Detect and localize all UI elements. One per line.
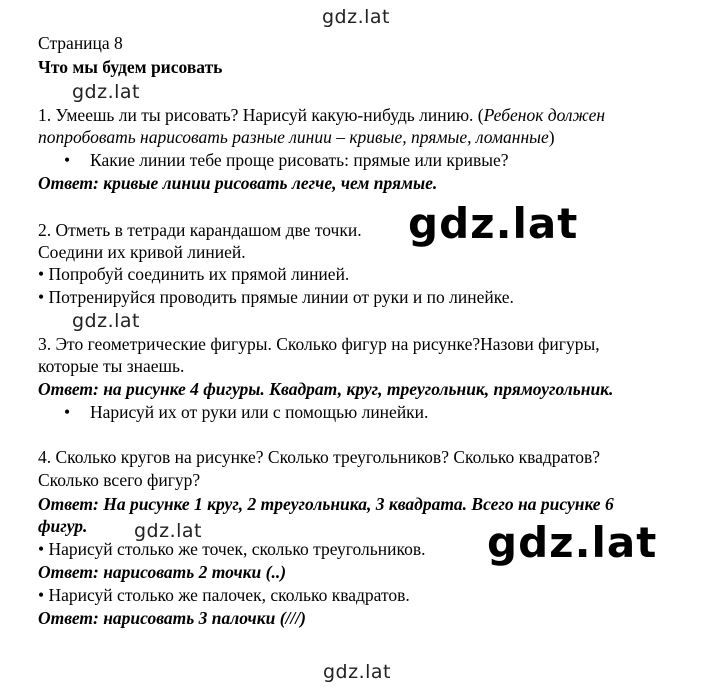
q1-italic-a: Ребенок должен [483,105,606,125]
q4-bullet-2: • Нарисуй столько же палочек, сколько квадратов. [38,585,410,605]
q1-close: ) [548,127,555,147]
q3-line-1: 3. Это геометрические фигуры. Сколько фигур на рисунке?Назови фигуры, [38,334,600,354]
q1-line-2 [38,126,555,148]
watermark-big-2: gdz.lat [487,518,658,567]
q4-line-2: Сколько всего фигур? [38,470,201,490]
watermark-2: gdz.lat [72,310,141,332]
q4-answer-b: фигур. [38,516,88,536]
q4-answer-3: Ответ: нарисовать 3 палочки (///) [38,608,306,628]
q1-bullet: Какие линии тебе проще рисовать: прямые или кривые? [90,150,509,170]
q1-italic-b: попробовать нарисовать разные линии – кривые, прямые, ломанные [38,127,549,147]
q3-answer: Ответ: на рисунке 4 фигуры. Квадрат, круг, треугольник, прямоугольник. [38,379,614,399]
q2-line-2: Соедини их кривой линией. [38,242,246,262]
q4-answer-2: Ответ: нарисовать 2 точки (..) [38,562,287,582]
page-number: Страница 8 [38,33,123,53]
q1-text: 1. Умеешь ли ты рисовать? Нарисуй какую-нибудь линию. ( [38,105,484,125]
q3-line-2: которые ты знаешь. [38,356,185,376]
bullet-dot: • [64,150,71,170]
q4-answer-a: Ответ: На рисунке 1 круг, 2 треугольника, 3 квадрата. Всего на рисунке 6 [38,494,614,514]
watermark-1: gdz.lat [72,81,141,103]
q1-line-1 [38,104,605,126]
watermark-bottom: gdz.lat [323,661,392,683]
q4-bullet-1: • Нарисуй столько же точек, сколько треугольников. [38,539,426,559]
watermark-top: gdz.lat [322,6,391,28]
q1-answer: Ответ: кривые линии рисовать легче, чем прямые. [38,173,438,193]
watermark-big-1: gdz.lat [408,199,579,248]
bullet-dot: • [64,402,71,422]
q2-line-3: • Попробуй соединить их прямой линией. [38,264,350,284]
page-title: Что мы будем рисовать [38,57,223,77]
q3-bullet: Нарисуй их от руки или с помощью линейки. [90,402,429,422]
watermark-3: gdz.lat [134,520,203,542]
q2-line-1: 2. Отметь в тетради карандашом две точки. [38,220,362,240]
q4-line-1: 4. Сколько кругов на рисунке? Сколько треугольников? Сколько квадратов? [38,447,601,467]
q2-line-4: • Потренируйся проводить прямые линии от руки и по линейке. [38,287,514,307]
